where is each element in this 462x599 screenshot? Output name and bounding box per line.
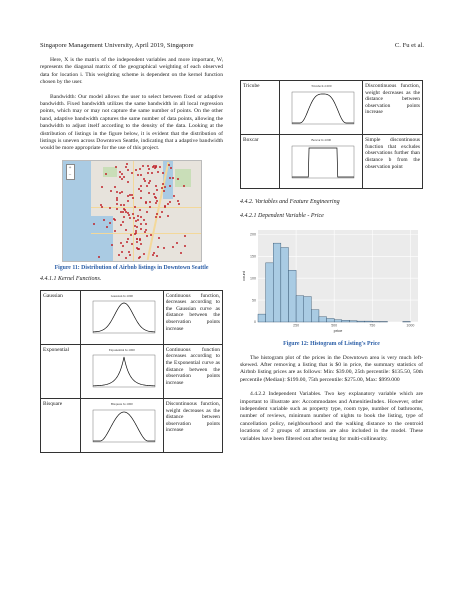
listing-marker [105,173,107,175]
plot-frame [292,92,354,124]
right-column [240,80,423,450]
listing-marker [110,190,112,192]
kernel-description: Discontinuous function, weight decreases as the distance between observation points increase [163,399,222,453]
listing-marker [140,190,142,192]
listing-marker [116,199,118,201]
plot-frame [93,301,155,333]
listing-marker [178,203,180,205]
figure-12-histogram [240,226,423,338]
histogram-bar [357,321,365,322]
listing-marker [161,187,163,189]
listing-marker [121,251,123,253]
listing-marker [140,216,142,218]
y-tick-label: 50 [252,298,256,303]
listing-marker [148,168,150,170]
listing-marker [139,209,141,211]
listing-marker [138,188,140,190]
kernel-curve-plot [83,408,159,448]
listing-marker [136,226,138,228]
listing-marker [170,167,172,169]
listing-marker [145,201,147,203]
histogram-bar [281,248,289,322]
listing-marker [128,251,130,253]
histogram-bar [273,243,281,322]
listing-marker [121,173,123,175]
listing-marker [150,234,152,236]
listing-marker [120,224,122,226]
histogram-bar [319,317,327,322]
histogram-svg [240,226,423,338]
listing-marker [127,212,129,214]
listing-marker [149,201,151,203]
kernel-curve-plot [282,90,358,130]
listing-marker [176,242,178,244]
listing-marker [116,191,118,193]
kernel-curve [93,412,155,441]
listing-marker [132,213,134,215]
kernel-curve-plot [83,353,159,393]
kernel-curve [93,357,155,386]
zoom-out-button[interactable]: − [68,172,72,178]
listing-marker [135,220,137,222]
listing-marker [139,238,141,240]
listing-marker [126,163,128,165]
listing-marker [184,245,186,247]
listing-marker [147,172,149,174]
listing-marker [139,168,141,170]
listing-marker [157,171,159,173]
histogram-bar [258,314,266,322]
listing-marker [155,216,157,218]
listing-marker [93,223,95,225]
listing-marker [137,219,139,221]
kernel-plot-title: Boxcar h=1000 [311,138,332,143]
listing-marker [153,193,155,195]
paragraph-independent-variables: 4.4.2.2 Independent Variables. Two key explanatory variable which are important to illustrate are: Accommodates and AmenitiesIndex. However, other independent variable such as property type, room type, number of bathrooms, number of reviews, minimum number of nights to book the listing, type of cancellation policy, neighbourhood and the walking distance to the centroid locations of 2 groups of attractions are also included in the model. These variables have been filtered out after testing for multi-collinearity. [240,391,423,442]
listing-marker [140,174,142,176]
figure-11-caption: Figure 11: Distribution of Airbnb listings in Downtown Seattle [54,264,209,271]
listing-marker [143,219,145,221]
listing-marker [148,192,150,194]
kernel-curve [292,148,354,177]
listing-marker [162,172,164,174]
listing-marker [162,183,164,185]
kernel-table-part1 [40,290,223,454]
plot-frame [93,410,155,442]
listing-marker [167,203,169,205]
histogram-bar [365,321,373,322]
listing-marker [152,254,154,256]
kernel-plot-title: Exponential h=1000 [108,347,135,352]
kernel-description: Continuous function decreases according to the Exponential curve as distance between the observation points increase [163,344,222,398]
kernel-description: Continuous function, decreases according to the Gaussian curve as distance between the observation points increase [163,290,222,344]
plot-frame [93,355,155,387]
histogram-bar [266,263,274,322]
kernel-plot-cell [280,135,363,189]
listing-marker [127,169,129,171]
kernel-curve [93,303,155,332]
listing-marker [125,257,127,259]
running-header-right: C. Fu et al. [394,42,424,49]
listing-marker [116,203,118,205]
listing-marker [129,254,131,256]
listing-marker [137,215,139,217]
listing-marker [132,197,134,199]
listing-marker [101,186,103,188]
kernel-plot-cell [80,344,163,398]
listing-marker [121,191,123,193]
listing-marker [127,181,129,183]
y-tick-label: 0 [254,320,256,325]
listing-marker [151,172,153,174]
listing-marker [139,256,141,258]
zoom-in-button[interactable]: + [68,165,72,171]
histogram-bar [288,270,296,322]
listing-marker [135,169,137,171]
listing-marker [129,217,131,219]
kernel-plot-title: Gaussian h=1000 [110,293,133,298]
left-column [40,57,223,453]
listing-marker [153,252,155,254]
plot-frame [292,146,354,178]
listing-marker [143,178,145,180]
listing-marker [121,178,123,180]
listing-marker [159,166,161,168]
kernel-row [241,135,423,189]
x-tick-label: 750 [369,323,376,328]
listing-marker [114,186,116,188]
listing-marker [143,253,145,255]
listing-marker [122,245,124,247]
listing-marker [167,215,169,217]
kernel-plot-cell [80,399,163,453]
histogram-bar [311,310,319,322]
listing-marker [168,164,170,166]
kernel-plot-title: Bisquare h=1000 [110,402,133,407]
listing-marker [155,202,157,204]
listing-marker [158,237,160,239]
map-zoom-control[interactable] [66,164,75,180]
listing-marker [147,165,149,167]
listing-marker [126,241,128,243]
section-variables: 4.4.2. Variables and Feature Engineering [240,199,340,206]
listing-marker [180,252,182,254]
figure-12-caption: Figure 12: Histogram of Listing's Price [283,341,380,348]
kernel-row [41,399,223,453]
listing-marker [125,166,127,168]
listing-marker [156,255,158,257]
listing-marker [140,197,142,199]
listing-marker [146,185,148,187]
kernel-row [41,344,223,398]
listing-marker [115,166,117,168]
kernel-plot-cell [80,290,163,344]
x-axis-label: price [333,328,343,334]
listing-marker [177,178,179,180]
y-tick-label: 100 [250,276,256,281]
listing-marker [156,200,158,202]
listing-marker [155,185,157,187]
histogram-bar [342,320,350,322]
section-kernel-functions: 4.4.1.1 Kernel Functions. [40,276,102,283]
listing-marker [114,230,116,232]
paragraph-weighting: Here, X is the matrix of the independent variables and more important, Wᵢ represents the diagonal matrix of the geographical weighting of each observed data for location i. This weighting scheme is dependent on the kernel function chosen by the user. [40,57,223,86]
listing-marker [163,247,165,249]
listing-marker [183,185,185,187]
paragraph-bandwidth: Bandwidth: Our model allows the user to select between fixed or adaptive bandwidth. Fixed bandwidth utilizes the same bandwidth in all local regression points, which may or may not capture the same number of points. On the other hand, adaptive bandwidth captures the same number of data points, allowing the bandwidth to adjust itself according to the density of the data. Looking at the distribution of listings in the figure below, it is evident that the distribution of listings is uneven across Downtown Seattle, indicating that a adaptive bandwidth would be more appropriate for the use of this project. [40,93,223,152]
listing-marker [149,180,151,182]
kernel-curve [292,94,354,123]
kernel-table-part2 [240,80,423,189]
kernel-name: Gaussian [41,290,81,344]
kernel-name: Boxcar [241,135,280,189]
kernel-curve-plot [83,299,159,339]
x-tick-label: 1000 [406,323,415,328]
listing-marker [161,211,163,213]
listing-marker [138,248,140,250]
listing-marker [123,216,125,218]
listing-marker [127,195,129,197]
listing-marker [118,254,120,256]
listing-marker [140,228,142,230]
listing-marker [127,200,129,202]
kernel-row [241,81,423,135]
listing-marker [140,185,142,187]
listing-marker [122,221,124,223]
listing-marker [144,180,146,182]
listing-marker [127,238,129,240]
y-axis-label: count [241,271,246,282]
listing-marker [156,189,158,191]
kernel-name: Exponential [41,344,81,398]
histogram-bar [296,296,304,322]
listing-marker [173,195,175,197]
listing-marker [136,241,138,243]
histogram-bar [304,297,312,322]
listing-marker [146,211,148,213]
kernel-row [41,290,223,344]
histogram-bar [334,320,342,322]
listing-marker [134,233,136,235]
listing-marker [184,235,186,237]
listing-marker [145,223,147,225]
x-tick-label: 250 [293,323,300,328]
listing-marker [164,186,166,188]
listing-marker [123,176,125,178]
listing-marker [145,229,147,231]
listing-marker [159,216,161,218]
listing-marker [120,242,122,244]
kernel-plot-title: Tricube h=1000 [311,84,332,88]
listing-marker [113,218,115,220]
listing-marker [148,182,150,184]
kernel-curve-plot [282,144,358,184]
running-header-left: Singapore Management University, April 2019, Singapore [40,42,194,49]
listing-marker [128,214,130,216]
listing-marker [122,211,124,213]
kernel-description: Discontinuous function, weight decreases as the distance between observation points increase [363,81,423,135]
kernel-name: Tricube [241,81,280,135]
listing-marker [140,243,142,245]
listing-marker [146,235,148,237]
listing-marker [154,196,156,198]
kernel-plot-cell [280,81,363,135]
histogram-bar [327,319,335,323]
kernel-name: Bisquare [41,399,81,453]
listing-marker [137,174,139,176]
listing-marker [169,201,171,203]
listing-marker [172,246,174,248]
listing-marker [172,177,174,179]
kernel-description: Simple discontinuous function that excludes observations further than distance b from the observation point [363,135,423,189]
listing-marker [144,231,146,233]
listing-marker [140,223,142,225]
y-tick-label: 150 [250,254,256,259]
listing-marker [125,229,127,231]
figure-11-map [62,160,202,262]
listing-marker [142,165,144,167]
section-dependent-variable: 4.4.2.1 Dependent Variable - Price [240,212,324,219]
histogram-bar [349,321,357,322]
paragraph-price-summary: The histogram plot of the prices in the Downtown area is very much left-skewed. After removing a listing that is $0 in price, the summary statistics of Airbnb listing prices are as follows: Min: $39.00, 25th percentile: $135.50, 50th percentile (Median): $199.00, 75th percentile: $275.00, Max: $999.000 [240,354,423,383]
listing-marker [177,200,179,202]
listing-marker [163,190,165,192]
x-tick-label: 500 [331,323,338,328]
listing-marker [111,244,113,246]
listing-marker [157,246,159,248]
y-tick-label: 200 [250,232,256,237]
listing-marker [155,166,157,168]
